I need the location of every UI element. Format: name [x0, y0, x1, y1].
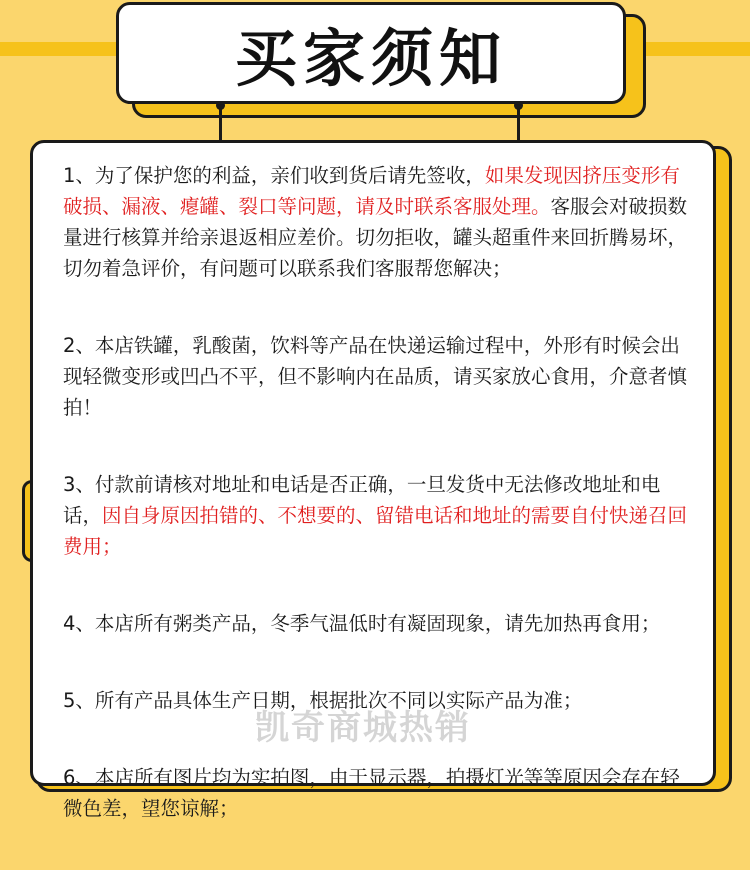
rule-text: 客服会对破损数量进行核算并给亲退返相应差价。切勿拒收，罐头超重件来回折腾易坏，切勿着急评价，有问题可以联系我们客服帮您解决； [63, 195, 688, 280]
rule-item-3 [63, 469, 691, 562]
left-connector [219, 104, 222, 144]
title-banner [116, 2, 626, 104]
rule-item-4 [63, 608, 691, 639]
rule-item-2 [63, 330, 691, 423]
rule-text: 5、所有产品具体生产日期，根据批次不同以实际产品为准； [63, 689, 583, 712]
rule-highlight-text: 因自身原因拍错的、不想要的、留错电话和地址的需要自付快递召回费用； [63, 504, 688, 558]
rule-text: 2、本店铁罐，乳酸菌，饮料等产品在快递运输过程中，外形有时候会出现轻微变形或凹凸不平，但不影响内在品质，请买家放心食用，介意者慎拍！ [63, 334, 688, 419]
rule-item-1 [63, 160, 691, 284]
rule-text: 4、本店所有粥类产品，冬季气温低时有凝固现象，请先加热再食用； [63, 612, 661, 635]
right-connector [517, 104, 520, 144]
watermark: 凯奇商城热销 [255, 708, 471, 748]
rule-item-6 [63, 762, 691, 824]
rules-list [63, 160, 691, 870]
rule-text: 1、为了保护您的利益，亲们收到货后请先签收， [63, 164, 485, 187]
rule-highlight-text: 如果发现因挤压变形有破损、漏液、瘪罐、裂口等问题，请及时联系客服处理。 [63, 164, 680, 218]
rule-text: 6、本店所有图片均为实拍图，由于显示器，拍摄灯光等等原因会存在轻微色差，望您谅解； [63, 766, 680, 820]
rule-text: 3、付款前请核对地址和电话是否正确，一旦发货中无法修改地址和电话， [63, 473, 661, 527]
left-decor-stripe [0, 42, 130, 56]
page-title: 买家须知 [234, 21, 507, 95]
